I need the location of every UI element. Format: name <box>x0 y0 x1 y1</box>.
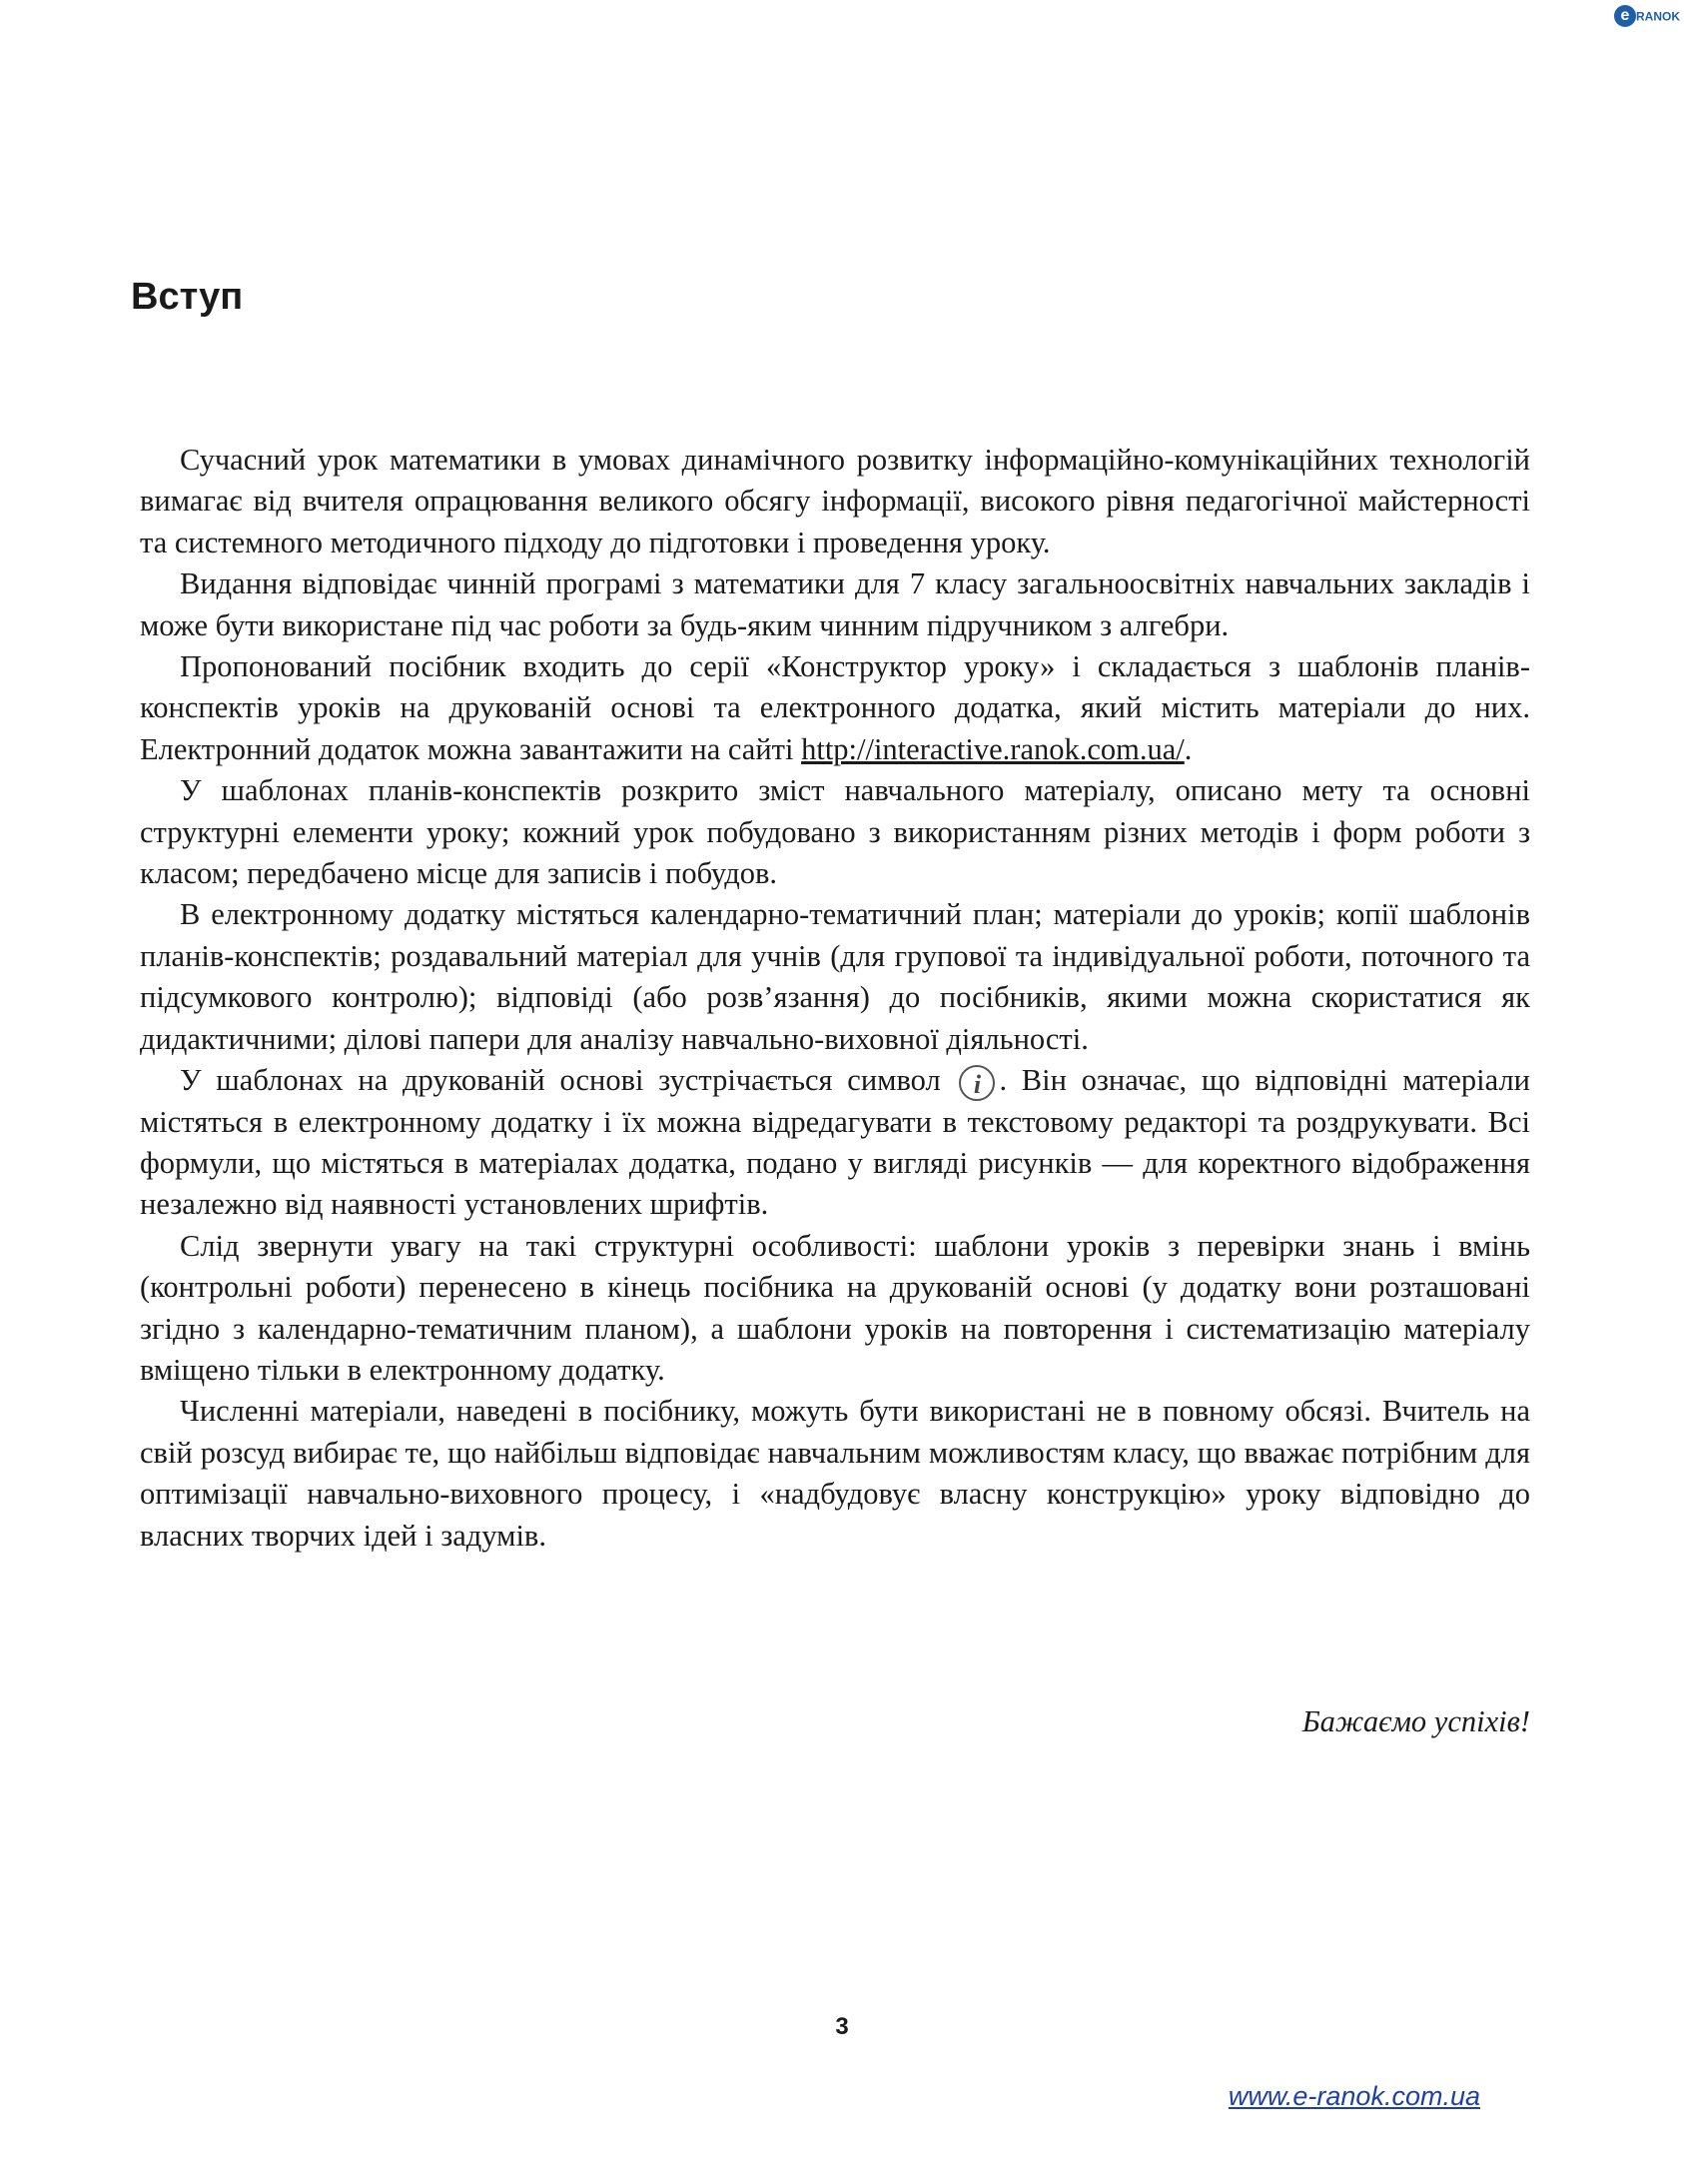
brand-logo-text: RANOK <box>1636 9 1680 24</box>
paragraph-2: Видання відповідає чинній програмі з математики для 7 класу загальноосвітніх навчальних закладів і може бути використане під час роботи за будь-яким чинним підручником з алгебри. <box>140 566 1530 642</box>
paragraph-7: Слід звернути увагу на такі структурні особливості: шаблони уроків з перевірки знань і вмінь (контрольні роботи) перенесено в кінець посібника на друкованій основі (у додатку вони розташовані згідно з календарно-тематичним планом), а шаблони уроків на повторення і систематизацію матеріалу вміщено тільки в електронному додатку. <box>140 1228 1530 1387</box>
closing-wish: Бажаємо успіхів! <box>1301 1704 1530 1738</box>
paragraph-1: Сучасний урок математики в умовах динамічного розвитку інформаційно-комунікаційних технологій вимагає від вчителя опрацювання великого обсягу інформації, високого рівня педагогічної майстерності та системного методичного підходу до підготовки і проведення уроку. <box>140 443 1530 559</box>
footer-website-link[interactable]: www.e-ranok.com.ua <box>1228 2081 1480 2111</box>
paragraph-3-text: Пропонований посібник входить до серії «Конструктор уроку» і складається з шаблонів планів-конспектів уроків на друкованій основі та електронного додатка, який містить матеріали до них. Електронний додаток можна завантажити на сайті <box>140 649 1530 766</box>
document-body <box>140 440 1530 1557</box>
paragraph-3 <box>140 646 1530 770</box>
paragraph-3-end: . <box>1184 731 1193 766</box>
paragraph-8: Численні матеріали, наведені в посібнику, можуть бути використані не в повному обсязі. Вчитель на свій розсуд вибирає те, що найбільш відповідає навчальним можливостям класу, що вважає потрібним для оптимізації навчально-виховного процесу, і «надбудовує власну конструкцію» уроку відповідно до власних творчих ідей і задумів. <box>140 1394 1530 1553</box>
info-circle-icon: i <box>959 1065 995 1101</box>
interactive-site-link[interactable]: http://interactive.ranok.com.ua/ <box>801 731 1185 766</box>
paragraph-4: У шаблонах планів-конспектів розкрито зміст навчального матеріалу, описано мету та основні структурні елементи уроку; кожний урок побудовано з використанням різних методів і форм роботи з класом; передбачено місце для записів і побудов. <box>140 773 1530 891</box>
paragraph-5: В електронному додатку містяться календарно-тематичний план; матеріали до уроків; копії шаблонів планів-конспектів; роздавальний матеріал для учнів (для групової та індивідуальної роботи, поточного та підсумкового контролю); відповіді (або розв’язання) до посібників, якими можна скористатися як дидактичними; ділові папери для аналізу навчально-виховної діяльності. <box>140 897 1530 1056</box>
page-title: Вступ <box>131 276 244 318</box>
brand-logo-mark: e <box>1614 5 1636 27</box>
paragraph-6-text: У шаблонах на друкованій основі зустрічається символ <box>180 1063 956 1098</box>
brand-logo <box>1614 2 1684 28</box>
page-number: 3 <box>835 2013 849 2040</box>
paragraph-6 <box>140 1060 1530 1226</box>
paragraph-6-rest: . Він означає, що відповідні матеріали містяться в електронному додатку і їх можна відредагувати в текстовому редакторі та роздрукувати. Всі формули, що містяться в матеріалах додатка, подано у вигляді рисунків — для коректного відображення незалежно від наявності установлених шрифтів. <box>140 1063 1530 1222</box>
